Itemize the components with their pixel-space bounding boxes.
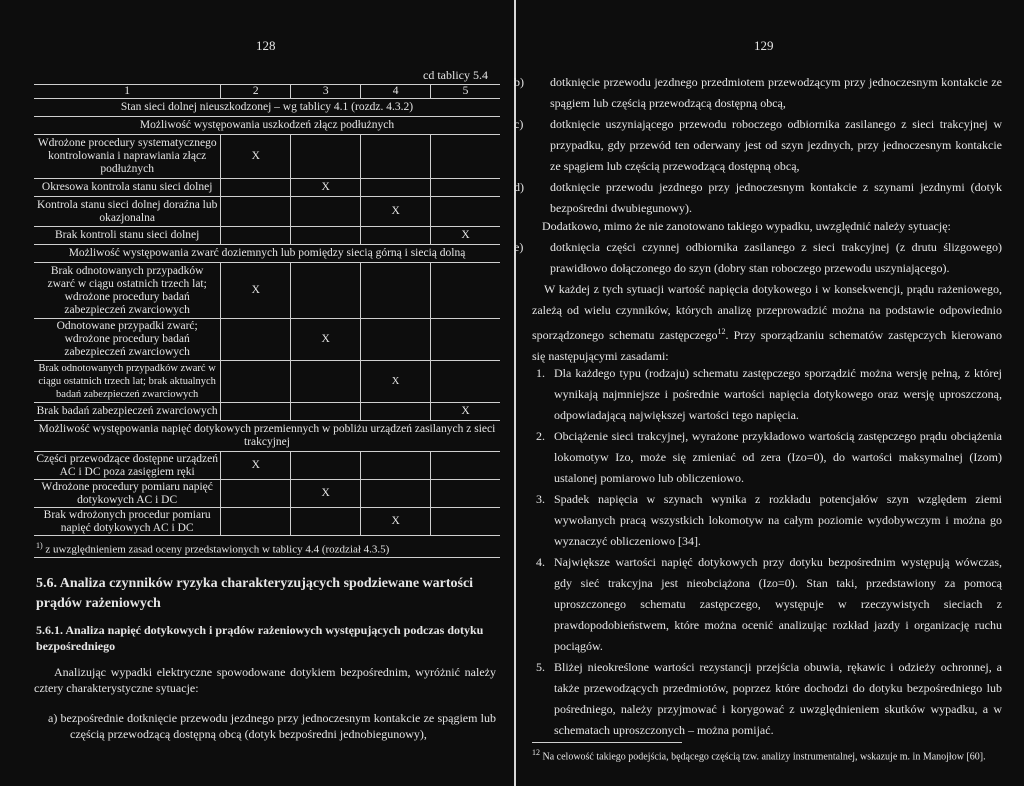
table-caption: cd tablicy 5.4 [423, 68, 488, 82]
x-mark: X [361, 197, 431, 227]
section-title-row [34, 421, 500, 452]
table-row [34, 480, 500, 508]
item-text: Spadek napięcia w szynach wynika z rozkładu potencjałów szyn względem ziemi wywołanych pracą wszystkich lokomotyw na całym poziomie wydobywczym i można go wyznaczyć obliczeniowo [34]. [554, 492, 1002, 548]
intro-paragraph: Analizując wypadki elektryczne spowodowane dotykiem bezpośrednim, wyróżnić należy cztery charakterystyczne sytuacje: [34, 665, 496, 695]
table-row [34, 508, 500, 536]
state-text: Stan sieci dolnej nieuszkodzonej – wg tablicy 4.1 (rozdz. 4.3.2) [34, 99, 500, 117]
item-number: 2. [536, 429, 545, 443]
item-label: b) [514, 75, 524, 89]
table-row [34, 361, 500, 403]
rules-list [532, 363, 1002, 741]
table-footnote-row [34, 536, 500, 558]
table-row [34, 227, 500, 245]
col-header-5: 5 [431, 85, 500, 99]
subsection-heading: 5.6.1. Analiza napięć dotykowych i prądów rażeniowych występujących podczas dotyku bezpośredniego [36, 623, 484, 653]
list-item-b [514, 72, 1002, 114]
col-header-4: 4 [361, 85, 431, 99]
footnote-mark: 1) [36, 541, 43, 550]
section-title-row [34, 117, 500, 135]
col-header-2: 2 [221, 85, 291, 99]
footnote-divider [532, 742, 682, 743]
item-number: 4. [536, 555, 545, 569]
row-label: Kontrola stanu sieci dolnej doraźna lub okazjonalna [34, 197, 221, 227]
item-text: Obciążenie sieci trakcyjnej, wyrażone przykładowo wartością zastępczego prądu obciążenia lokomotyw Izo, może się zmieniać od zera (Izo=0), do wartości maksymalnej (Izom) ustalonej pomiarowo lub obliczeniowo. [554, 429, 1002, 485]
item-text: bezpośrednie dotknięcie przewodu jezdnego przy jednoczesnym kontakcie ze spągiem lub częścią przewodzącą dostępną obcą (dotyk bezpośredni jednobiegunowy), [60, 711, 497, 741]
table-row [34, 403, 500, 421]
section-title: Możliwość występowania napięć dotykowych przemiennych w pobliżu urządzeń zasilanych z sieci trakcyjnej [34, 421, 500, 452]
item-text: dotknięcie uszyniającego przewodu roboczego odbiornika zasilanego z sieci trakcyjnej w przypadku, gdy przewód ten oderwany jest od szyn jezdnych, przy jednoczesnym kontakcie ze spągiem lub częścią przewodzącą dostępną obcą, [550, 117, 1002, 173]
x-mark: X [221, 452, 291, 480]
section-title-row [34, 245, 500, 263]
row-label: Brak odnotowanych przypadków zwarć w ciągu ostatnich trzech lat; wdrożone procedury badań zabezpieczeń zwarciowych [34, 263, 221, 319]
paragraph-text: W każdej z tych sytuacji wartość napięcia dotykowego i w konsekwencji, prądu rażeniowego, zależą od wielu czynników, których analizę przeprowadzić można na podstawie odpowiednio sporządzonego schematu zastępczego [532, 282, 1002, 342]
row-label: Brak badań zabezpieczeń zwarciowych [34, 403, 221, 421]
note-paragraph: Dodatkowo, mimo że nie zanotowano takiego wypadku, uwzględnić należy sytuację: [542, 219, 951, 233]
item-text: dotknięcia części czynnej odbiornika zasilanego z sieci trakcyjnej (z drutu ślizgowego) prawidłowo dołączonego do szyn (dobry stan roboczego przewodu uszyniającego). [550, 240, 1002, 275]
item-text: dotknięcie przewodu jezdnego przy jednoczesnym kontakcie z szynami jezdnymi (dotyk bezpośredni dwubiegunowy). [550, 180, 1002, 215]
row-label: Wdrożone procedury systematycznego kontrolowania i naprawiania złącz podłużnych [34, 135, 221, 179]
row-label: Brak wdrożonych procedur pomiaru napięć dotykowych AC i DC [34, 508, 221, 536]
x-mark: X [291, 319, 361, 361]
page-number: 129 [754, 38, 774, 53]
list-item [536, 489, 1002, 552]
item-label: e) [514, 240, 524, 254]
page-number: 128 [256, 38, 276, 53]
table-state-row [34, 99, 500, 117]
risk-table [34, 84, 500, 558]
item-number: 3. [536, 492, 545, 506]
row-label: Wdrożone procedury pomiaru napięć dotykowych AC i DC [34, 480, 221, 508]
item-label: d) [514, 180, 524, 194]
section-title: Możliwość występowania uszkodzeń złącz podłużnych [34, 117, 500, 135]
row-label: Brak odnotowanych przypadków zwarć w ciągu ostatnich trzech lat; brak aktualnych badań zabezpieczeń zwarciowych [34, 361, 221, 403]
table-header-row [34, 85, 500, 99]
section-heading: 5.6. Analiza czynników ryzyka charakteryzujących spodziewane wartości prądów rażeniowych [36, 576, 474, 611]
list-item-a [34, 710, 496, 742]
item-text: Bliżej nieokreślone wartości rezystancji przejścia obuwia, rękawic i odzieży ochronnej, a także przewodzących przedmiotów, poprzez które dochodzi do dotyku bezpośredniego lub pośredniego, należy przyjmować i korygować z uwzględnieniem skutków wypadku, a w schematach uproszczonych – można pomijać. [554, 660, 1002, 737]
item-number: 5. [536, 660, 545, 674]
col-header-3: 3 [291, 85, 361, 99]
x-mark: X [221, 263, 291, 319]
x-mark: X [431, 403, 500, 421]
paragraph-text: . Przy sporządzaniu schematów zastępczych kierowano się następującymi zasadami: [532, 328, 1002, 363]
x-mark: X [291, 480, 361, 508]
item-label: c) [514, 117, 524, 131]
left-page [30, 0, 500, 786]
list-item [536, 552, 1002, 657]
footnote-ref: 12 [717, 327, 726, 336]
table-footnote: z uwzględnieniem zasad oceny przedstawionych w tablicy 4.4 (rozdział 4.3.5) [45, 543, 390, 556]
table-row [34, 179, 500, 197]
table-row [34, 263, 500, 319]
x-mark: X [361, 508, 431, 536]
list-item-d [514, 177, 1002, 219]
item-text: dotknięcie przewodu jezdnego przedmiotem przewodzącym przy jednoczesnym kontakcie ze spągiem lub częścią przewodzącą dostępną obcą, [550, 75, 1002, 110]
table-row [34, 319, 500, 361]
row-label: Okresowa kontrola stanu sieci dolnej [34, 179, 221, 197]
x-mark: X [431, 227, 500, 245]
item-label: a) [48, 711, 58, 725]
schemes-paragraph [532, 279, 1002, 367]
x-mark: X [291, 179, 361, 197]
section-title: Możliwość występowania zwarć doziemnych lub pomiędzy siecią górną i siecią dolną [34, 245, 500, 263]
row-label: Odnotowane przypadki zwarć; wdrożone procedury badań zabezpieczeń zwarciowych [34, 319, 221, 361]
table-row [34, 135, 500, 179]
row-label: Brak kontroli stanu sieci dolnej [34, 227, 221, 245]
footnote-text: Na celowość takiego podejścia, będącego częścią tzw. analizy instrumentalnej, wskazuje m. in Manojłow [60]. [542, 751, 986, 763]
x-mark: X [221, 135, 291, 179]
list-item-e [514, 237, 1002, 279]
item-number: 1. [536, 366, 545, 380]
list-item [536, 657, 1002, 741]
list-item [536, 363, 1002, 426]
table-row [34, 452, 500, 480]
item-text: Największe wartości napięć dotykowych przy dotyku bezpośrednim występują wówczas, gdy sieć trakcyjna jest nieobciążona (Izo=0). Stan taki, przedstawiony za pomocą uproszczonego schematu zastępczego, występuje w rzeczywistych sieciach z prawdopodobieństwem, które można ocenić analizując rozkład jazdy i organizację ruchu pociągów. [554, 555, 1002, 653]
page-footnote [532, 748, 1002, 762]
item-text: Dla każdego typu (rodzaju) schematu zastępczego sporządzić można wersję pełną, z której wynikają najmniejsze i pośrednie wartości napięcia dotykowego oraz wersję uproszczoną, odpowiadającą największej wartości tego napięcia. [554, 366, 1002, 422]
table-row [34, 197, 500, 227]
col-header-1: 1 [34, 85, 221, 99]
list-item [536, 426, 1002, 489]
x-mark: X [361, 361, 431, 403]
list-item-c [514, 114, 1002, 177]
right-page [514, 0, 1002, 786]
footnote-mark: 12 [532, 748, 540, 757]
row-label: Części przewodzące dostępne urządzeń AC i DC poza zasięgiem ręki [34, 452, 221, 480]
